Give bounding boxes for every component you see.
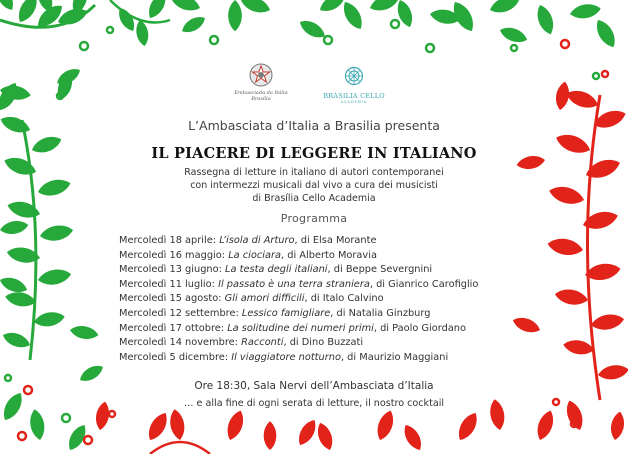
event-title: IL PIACERE DI LEGGERE IN ITALIANO [151,145,477,162]
item-date: Mercoledì 13 giugno: [119,264,226,276]
item-date: Mercoledì 17 ottobre: [119,322,228,334]
list-item [119,263,539,278]
list-item [119,307,539,322]
list-item [119,336,539,351]
item-date: Mercoledì 18 aprile: [119,235,220,246]
item-author: , di Italo Calvino [304,293,384,305]
list-item [119,351,539,366]
programma-list [119,234,539,365]
academy-sub: ACADEMIA [340,100,368,104]
cello-academy-emblem-icon [344,66,364,86]
item-title: La testa degli italiani [225,264,328,276]
item-date: Mercoledì 14 novembre: [119,337,242,349]
item-title: Il viaggiatore notturno [231,351,341,363]
item-author: , di Alberto Moravia [281,249,377,261]
item-date: Mercoledì 12 settembre: [119,307,242,319]
cocktail-line: … e alla fine di ogni serata di letture, il nostro cocktail [183,398,445,409]
presenta-line: L’Ambasciata d’Italia a Brasilia presenta [188,118,440,133]
item-author: , di Paolo Giordano [373,322,467,334]
item-title: Racconti [241,337,284,349]
embassy-caption-line2: Brasília [251,96,271,102]
item-title: L’isola di Arturo [219,235,295,246]
list-item [119,292,539,307]
item-author: , di Natalia Ginzburg [330,307,431,319]
item-title: Gli amori difficili [224,293,305,305]
item-title: La solitudine dei numeri primi [227,322,374,334]
programma-heading: Programma [280,212,348,225]
item-author: , di Gianrico Carofiglio [369,278,479,290]
embassy-caption-line1: Embasciada da Itália [234,90,288,96]
embassy-caption [228,90,294,102]
item-author: , di Beppe Severgnini [327,264,433,276]
item-title: Il passato è una terra straniera [218,278,370,290]
list-item [119,249,539,264]
item-title: Lessico famigliare [241,307,331,319]
item-date: Mercoledì 11 luglio: [119,278,219,290]
item-author: , di Elsa Morante [294,235,377,246]
subtitle-line-3: di Brasília Cello Academia [252,193,376,204]
item-date: Mercoledì 15 agosto: [119,293,225,305]
list-item [119,322,539,337]
item-author: , di Dino Buzzati [283,337,364,349]
logos-row [0,62,628,110]
list-item [119,234,539,249]
academy-name: BRASILIA CELLO [323,92,385,100]
item-title: La ciociara [228,249,282,261]
subtitle-line-2: con intermezzi musicali dal vivo a cura dei musicisti [190,180,438,191]
list-item [119,278,539,293]
brasilia-cello-academia-logo [322,66,386,104]
venue-line: Ore 18:30, Sala Nervi dell’Ambasciata d’Italia [194,380,434,392]
item-date: Mercoledì 5 dicembre: [119,351,232,363]
item-author: , di Maurizio Maggiani [340,351,449,363]
item-date: Mercoledì 16 maggio: [119,249,229,261]
subtitle-line-1: Rassegna di letture in italiano di autori contemporanei [184,167,444,178]
